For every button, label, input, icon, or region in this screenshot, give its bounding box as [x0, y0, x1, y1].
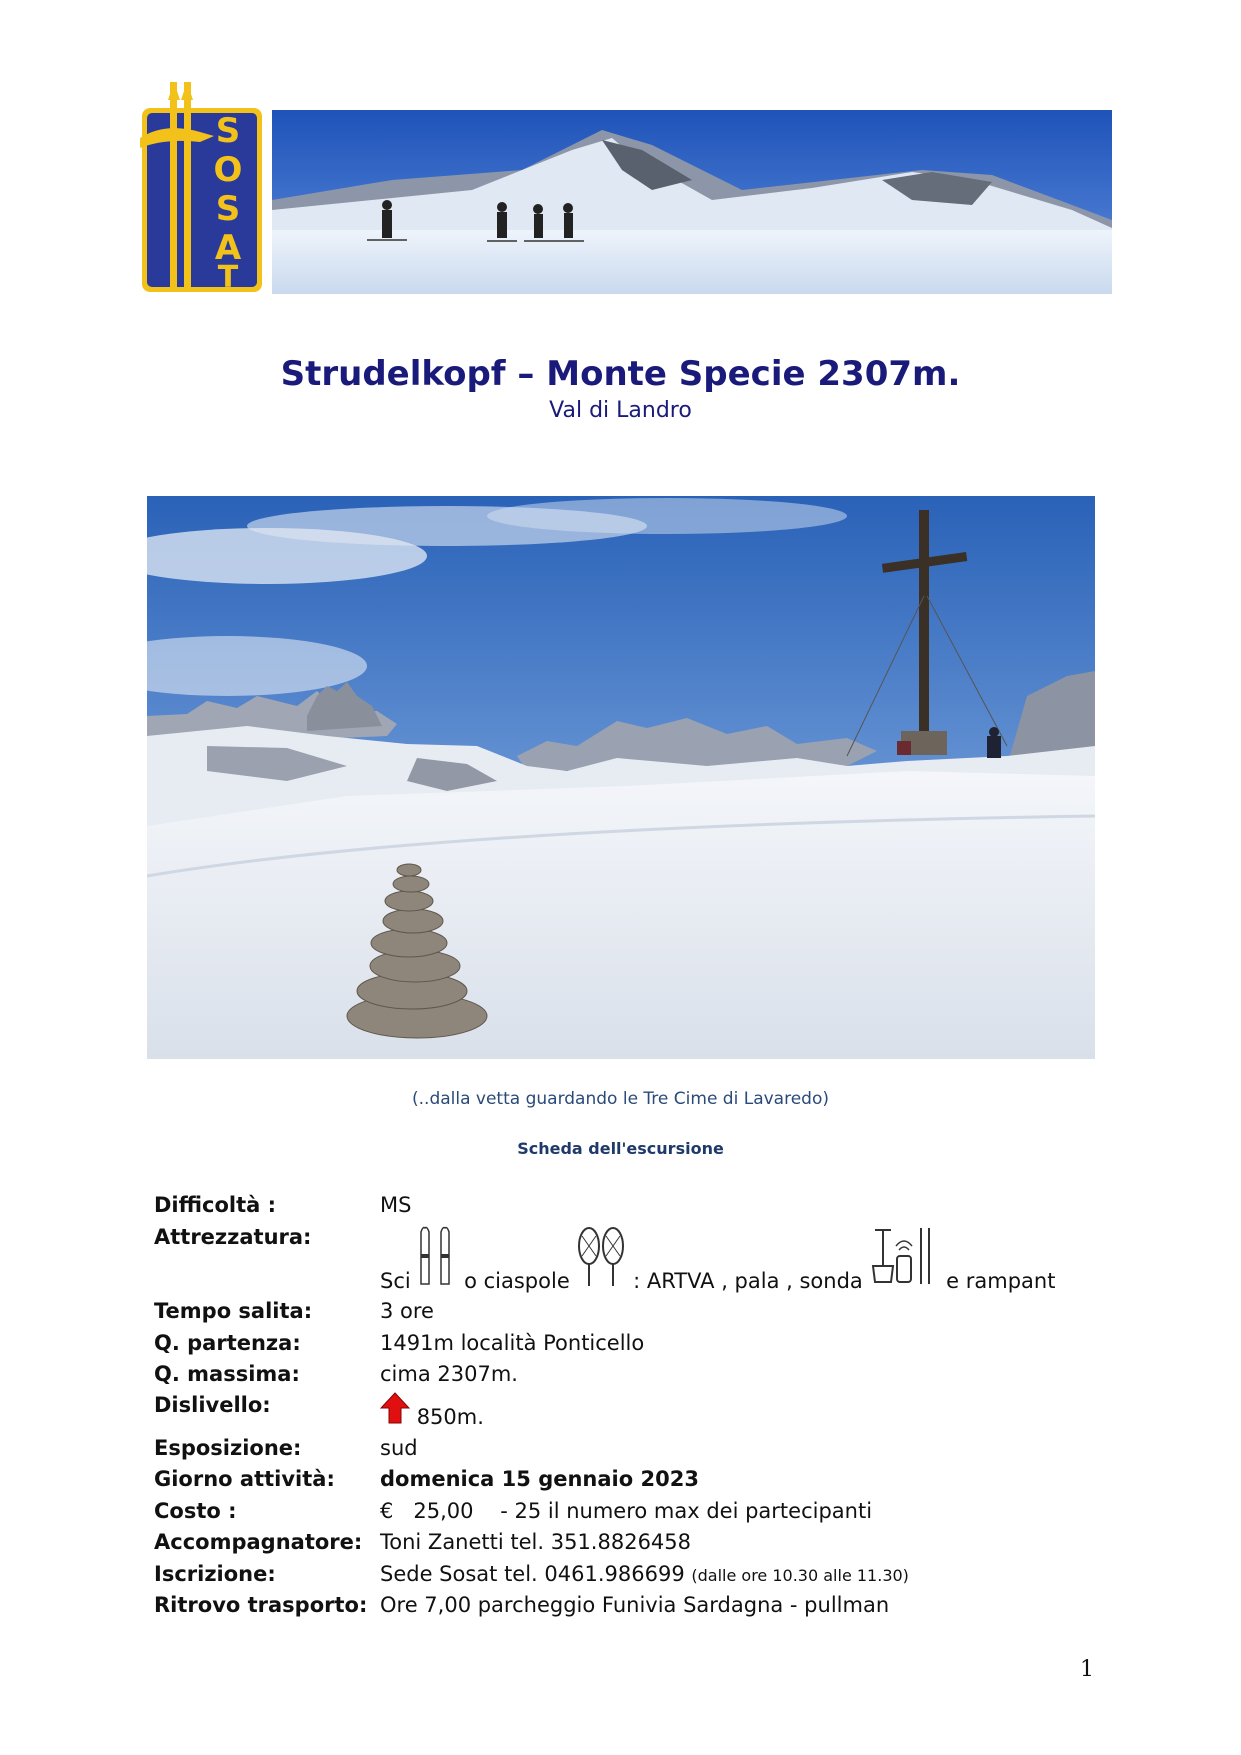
label-dislivello: Dislivello:: [154, 1393, 271, 1417]
label-iscrizione: Iscrizione:: [154, 1562, 276, 1586]
value-accompagnatore: Toni Zanetti tel. 351.8826458: [380, 1530, 692, 1554]
svg-text:S: S: [215, 111, 241, 151]
label-massima: Q. massima:: [154, 1362, 300, 1386]
label-costo: Costo :: [154, 1499, 237, 1523]
label-attrezzatura: Attrezzatura:: [154, 1225, 312, 1249]
value-giorno: domenica 15 gennaio 2023: [380, 1467, 699, 1491]
section-title: Scheda dell'escursione: [517, 1139, 724, 1158]
value-iscrizione-wrap: [380, 1562, 909, 1586]
header-banner-photo: [272, 110, 1112, 294]
value-esposizione: sud: [380, 1436, 418, 1460]
attrezzatura-sci: Sci: [380, 1269, 411, 1293]
value-tempo: 3 ore: [380, 1299, 434, 1323]
value-iscrizione: Sede Sosat tel. 0461.986699: [380, 1562, 685, 1586]
svg-text:T: T: [217, 260, 239, 294]
label-ritrovo: Ritrovo trasporto:: [154, 1593, 368, 1617]
value-costo: € 25,00 - 25 il numero max dei partecipanti: [380, 1499, 873, 1523]
label-giorno: Giorno attività:: [154, 1467, 335, 1491]
up-arrow-icon: [380, 1392, 410, 1429]
value-ritrovo: Ore 7,00 parcheggio Funivia Sardagna - pullman: [380, 1593, 890, 1617]
svg-text:S: S: [215, 189, 241, 229]
page-number: 1: [1080, 1657, 1094, 1682]
snowshoes-icon: [576, 1226, 626, 1293]
value-dislivello-wrap: [380, 1392, 484, 1429]
skis-icon: [417, 1226, 457, 1293]
page-title: Strudelkopf – Monte Specie 2307m.: [280, 354, 961, 394]
svg-text:A: A: [214, 228, 242, 268]
sosat-logo: [140, 82, 264, 294]
value-iscrizione-note: (dalle ore 10.30 alle 11.30): [691, 1566, 909, 1585]
value-partenza: 1491m località Ponticello: [380, 1331, 645, 1355]
label-difficolta: Difficoltà :: [154, 1193, 277, 1217]
label-partenza: Q. partenza:: [154, 1331, 301, 1355]
value-dislivello: 850m.: [416, 1405, 484, 1429]
photo-caption: (..dalla vetta guardando le Tre Cime di Lavaredo): [412, 1089, 829, 1109]
attrezzatura-artva: : ARTVA , pala , sonda: [633, 1269, 863, 1293]
value-massima: cima 2307m.: [380, 1362, 518, 1386]
label-tempo: Tempo salita:: [154, 1299, 313, 1323]
value-attrezzatura: [380, 1226, 1055, 1293]
summit-photo: [147, 496, 1095, 1059]
attrezzatura-ciaspole: o ciaspole: [464, 1269, 570, 1293]
label-accompagnatore: Accompagnatore:: [154, 1530, 363, 1554]
page-subtitle: Val di Landro: [549, 398, 692, 423]
avalanche-kit-icon: [869, 1226, 939, 1293]
value-difficolta: MS: [380, 1193, 412, 1217]
attrezzatura-rampant: e rampant: [946, 1269, 1056, 1293]
label-esposizione: Esposizione:: [154, 1436, 302, 1460]
svg-text:O: O: [213, 150, 243, 190]
